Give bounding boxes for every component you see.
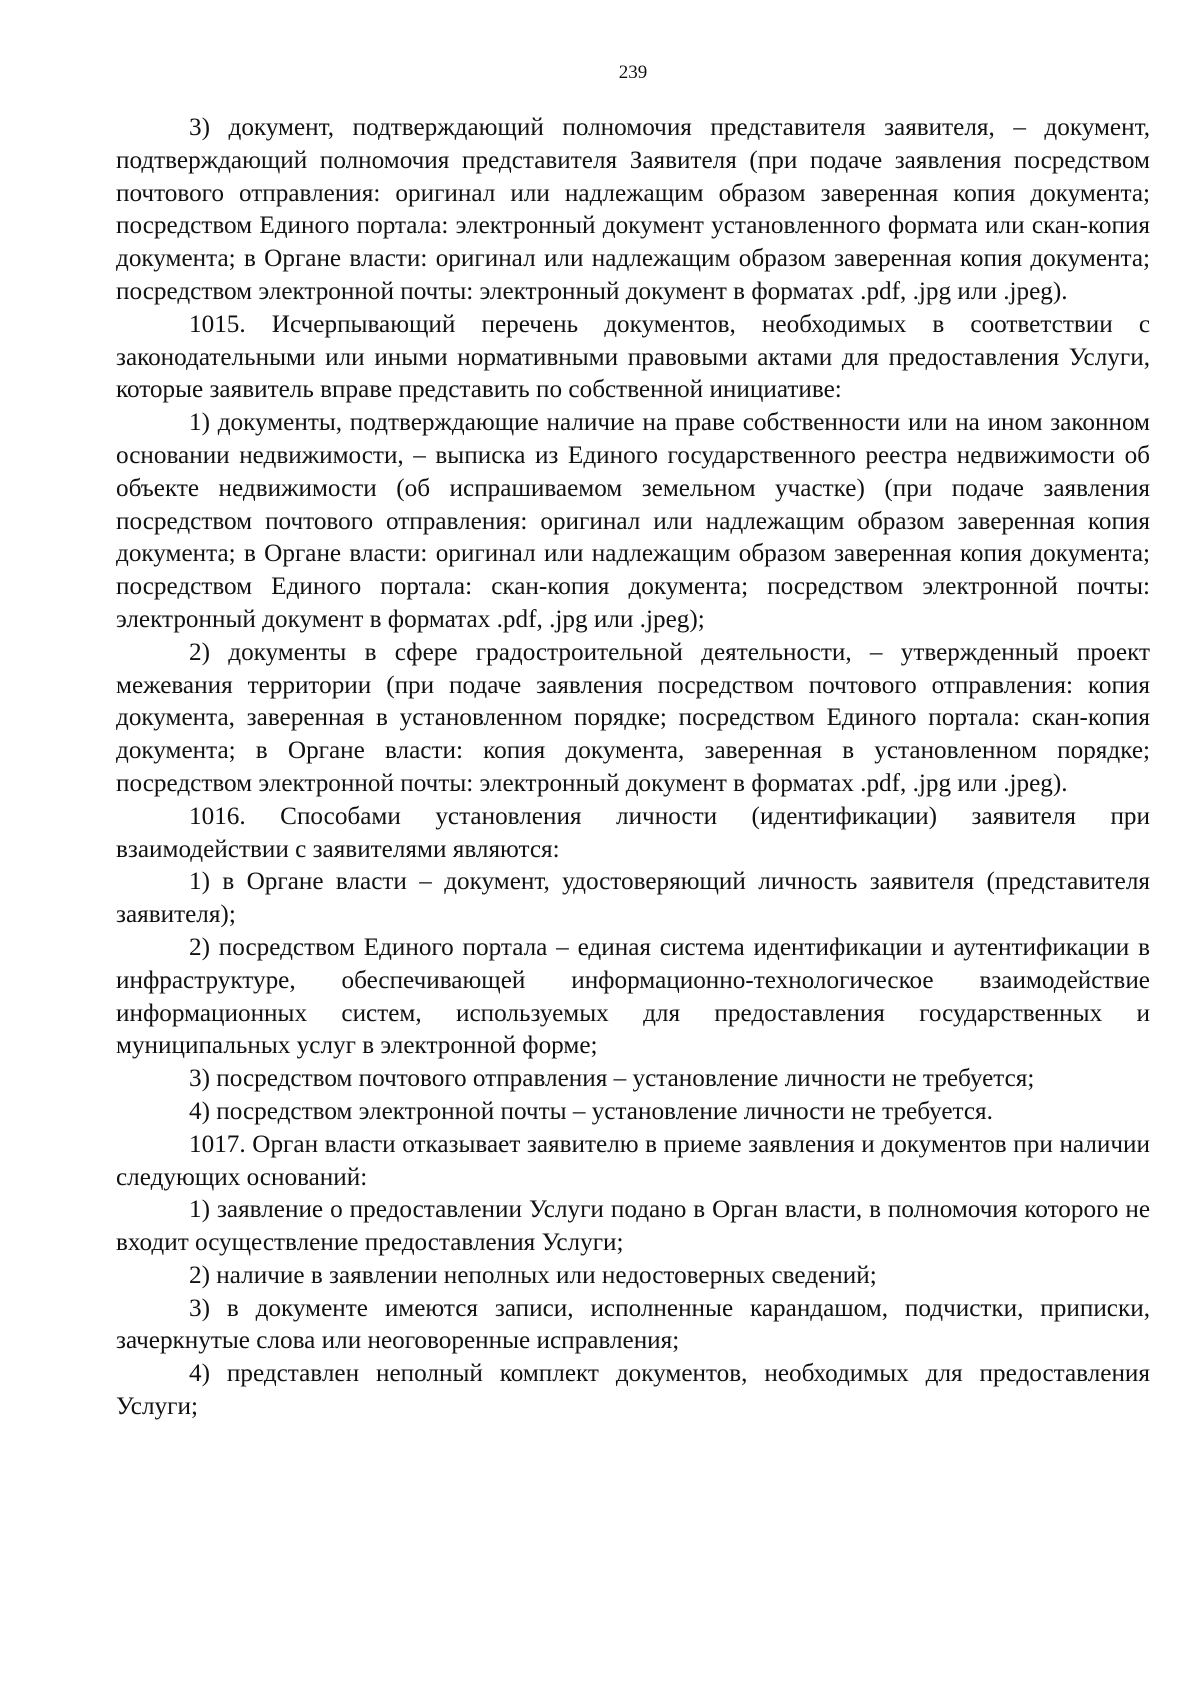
paragraph-3-representative-authority: 3) документ, подтверждающий полномочия представителя заявителя, – документ, подтверждающий полномочия представителя Заявителя (при подаче заявления посредством почтового отправления: оригинал или надлежащим образом заверенная копия документа; посредством Единого портала: электронный документ установленного формата или скан-копия документа; в Органе власти: оригинал или надлежащим образом заверенная копия документа; посредством электронной почты: электронный документ в форматах .pdf, .jpg или .jpeg).	[116, 114, 1150, 305]
paragraph-1017-item-3: 3) в документе имеются записи, исполненные карандашом, подчистки, приписки, зачеркнутые слова или неоговоренные исправления;	[116, 1294, 1150, 1355]
paragraph-1016-item-2: 2) посредством Единого портала – единая система идентификации и аутентификации в инфраструктуре, обеспечивающей информационно-технологическое взаимодействие информационных систем, используемых для предоставления государственных и муниципальных услуг в электронной форме;	[116, 933, 1150, 1060]
paragraph-1016-heading: 1016. Способами установления личности (идентификации) заявителя при взаимодействии с заявителями являются:	[116, 802, 1150, 863]
page-number: 239	[618, 62, 648, 83]
paragraph-1015-heading: 1015. Исчерпывающий перечень документов, необходимых в соответствии с законодательными или иными нормативными правовыми актами для предоставления Услуги, которые заявитель вправе представить по собственной инициативе:	[116, 310, 1150, 404]
paragraph-1017-item-1: 1) заявление о предоставлении Услуги подано в Орган власти, в полномочия которого не входит осуществление предоставления Услуги;	[116, 1196, 1150, 1257]
paragraph-1016-item-1: 1) в Органе власти – документ, удостоверяющий личность заявителя (представителя заявителя);	[116, 868, 1150, 929]
paragraph-1016-item-3: 3) посредством почтового отправления – установление личности не требуется;	[189, 1065, 1035, 1093]
paragraph-1015-item-1: 1) документы, подтверждающие наличие на праве собственности или на ином законном основании недвижимости, – выписка из Единого государственного реестра недвижимости об объекте недвижимости (об испрашиваемом земельном участке) (при подаче заявления посредством почтового отправления: оригинал или надлежащим образом заверенная копия документа; в Органе власти: оригинал или надлежащим образом заверенная копия документа; посредством Единого портала: скан-копия документа; посредством электронной почты: электронный документ в форматах .pdf, .jpg или .jpeg);	[116, 409, 1150, 633]
paragraph-1015-item-2: 2) документы в сфере градостроительной деятельности, – утвержденный проект межевания территории (при подаче заявления посредством почтового отправления: копия документа, заверенная в установленном порядке; посредством Единого портала: скан-копия документа; в Органе власти: копия документа, заверенная в установленном порядке; посредством электронной почты: электронный документ в форматах .pdf, .jpg или .jpeg).	[116, 638, 1150, 797]
paragraph-1017-heading: 1017. Орган власти отказывает заявителю в приеме заявления и документов при наличии следующих оснований:	[116, 1130, 1150, 1191]
paragraph-1017-item-2: 2) наличие в заявлении неполных или недостоверных сведений;	[189, 1261, 877, 1289]
paragraph-1017-item-4: 4) представлен неполный комплект документов, необходимых для предоставления Услуги;	[116, 1360, 1150, 1421]
paragraph-1016-item-4: 4) посредством электронной почты – установление личности не требуется.	[189, 1097, 993, 1125]
